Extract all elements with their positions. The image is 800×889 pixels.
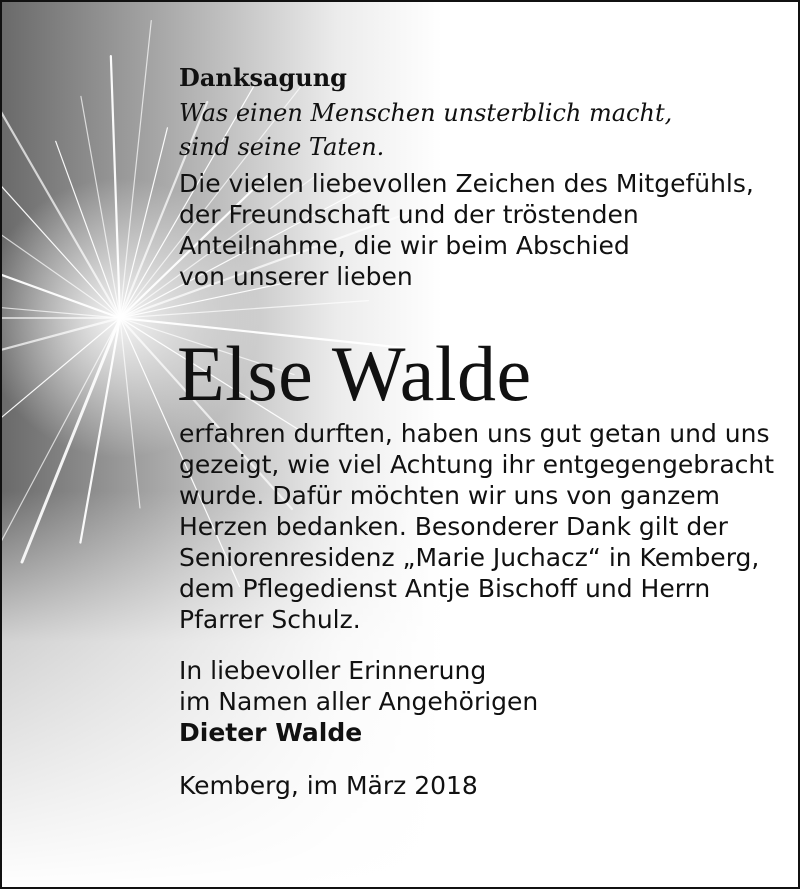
text-line: im Namen aller Angehörigen: [179, 687, 539, 716]
text-line: erfahren durften, haben uns gut getan und uns: [179, 419, 770, 448]
text-line: In liebevoller Erinnerung: [179, 656, 487, 685]
closing-paragraph: [179, 655, 779, 748]
quote-line: Was einen Menschen unsterblich macht,: [179, 99, 673, 127]
text-line: Herzen bedanken. Besonderer Dank gilt der: [179, 512, 728, 541]
text-line: Anteilnahme, die wir beim Abschied: [179, 231, 630, 260]
notice-text: [179, 62, 779, 801]
notice-heading: Danksagung: [179, 63, 347, 92]
intro-paragraph: [179, 168, 779, 292]
place-date: Kemberg, im März 2018: [179, 771, 478, 800]
quote-line: sind seine Taten.: [179, 133, 385, 161]
deceased-name: Else Walde: [177, 330, 532, 417]
body-paragraph: [179, 418, 779, 635]
text-line: gezeigt, wie viel Achtung ihr entgegengebracht: [179, 450, 775, 479]
text-line: Die vielen liebevollen Zeichen des Mitgefühls,: [179, 169, 754, 198]
text-line: Pfarrer Schulz.: [179, 605, 361, 634]
signer-name: Dieter Walde: [179, 718, 363, 747]
text-line: von unserer lieben: [179, 262, 413, 291]
text-line: wurde. Dafür möchten wir uns von ganzem: [179, 481, 720, 510]
memorial-quote: [179, 96, 779, 164]
text-line: Seniorenresidenz „Marie Juchacz“ in Kemberg,: [179, 543, 760, 572]
text-line: dem Pflegedienst Antje Bischoff und Herrn: [179, 574, 711, 603]
text-line: der Freundschaft und der tröstenden: [179, 200, 639, 229]
